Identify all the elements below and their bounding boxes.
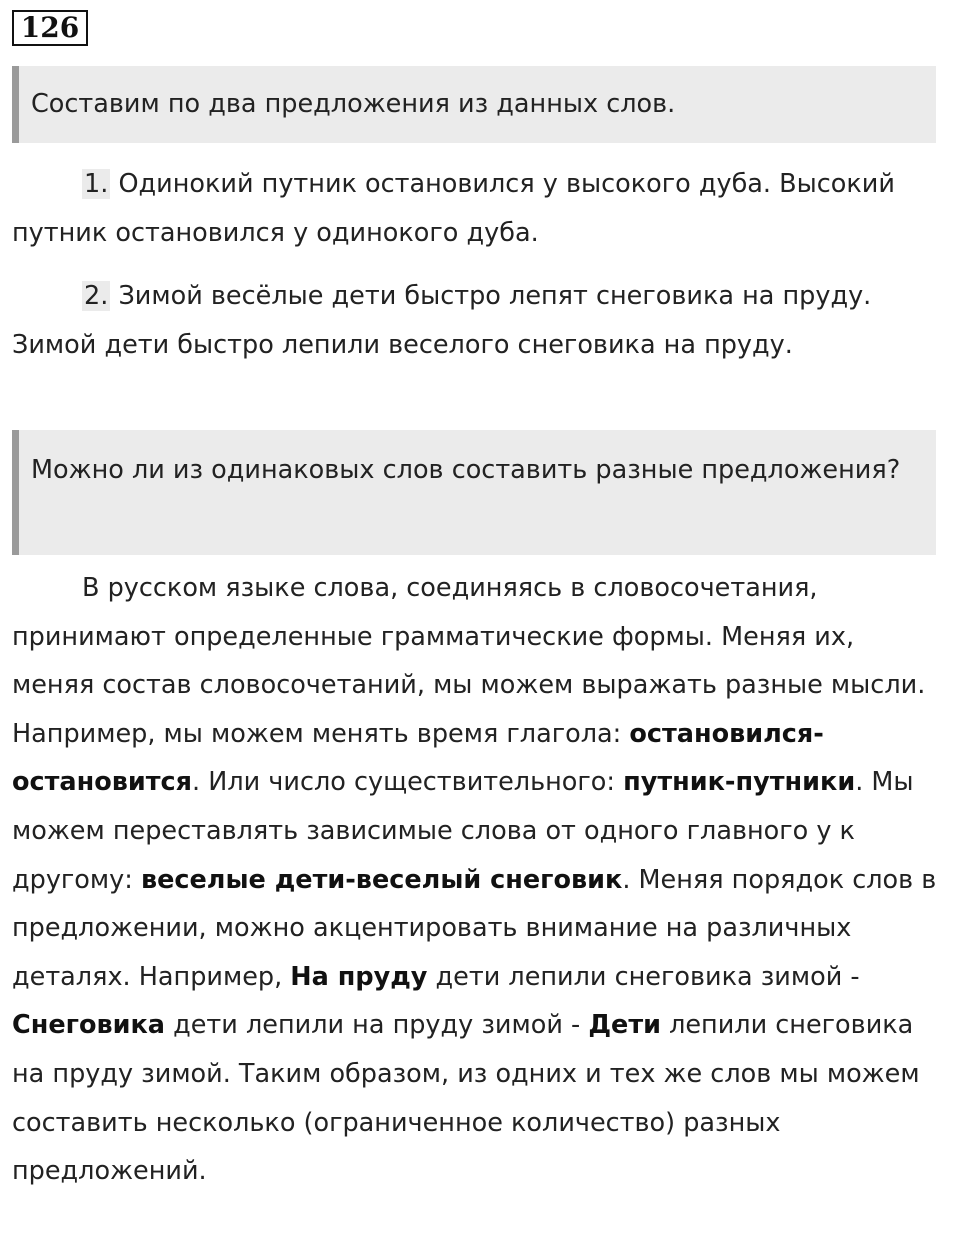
bold-example-dependent-words: веселые дети-веселый снеговик [140,864,623,895]
explanation-text: . Мы можем переставлять зависимые слова от одного главного у к другому: [12,767,914,895]
explanation-paragraph [12,564,942,1196]
answer-number-marker: 2. [84,281,109,311]
bold-example-verb-tense: остановился-остановится [12,718,824,798]
task-prompt [12,66,936,143]
answer-text: Зимой весёлые дети быстро лепят снеговика на пруду. Зимой дети быстро лепили веселого снеговика на пруду. [12,281,872,360]
explanation-text: дети лепили снеговика зимой - [427,961,860,992]
question-prompt [12,430,936,555]
question-prompt-text: Можно ли из одинаковых слов составить разные предложения? [31,455,901,485]
answer-item-2 [12,272,942,370]
answer-item-1 [12,160,942,258]
explanation-text: В русском языке слова, соединяясь в словосочетания, принимают определенные грамматические формы. Меняя их, меняя состав словосочетаний, мы можем выражать разные мысли. Например, мы можем менять время глагола: [12,573,926,749]
bold-example-snowman: Снеговика [12,1010,165,1041]
explanation-text: . Меняя порядок слов в предложении, можно акцентировать внимание на различных деталях. Например, [12,864,937,992]
bold-example-on-pond: На пруду [290,961,428,992]
answer-text: Одинокий путник остановился у высокого дуба. Высокий путник остановился у одинокого дуба. [12,169,895,248]
task-prompt-text: Составим по два предложения из данных слов. [31,89,676,119]
task-number-badge: 126 [12,10,88,46]
bold-example-noun-number: путник-путники [623,767,856,798]
answer-number-marker: 1. [84,169,109,199]
explanation-text: лепили снеговика на пруду зимой. Таким образом, из одних и тех же слов мы можем составить несколько (ограниченное количество) разных предложений. [12,1010,920,1187]
bold-example-children: Дети [588,1010,661,1041]
explanation-text: дети лепили на пруду зимой - [165,1010,589,1041]
explanation-text: . Или число существительного: [192,767,624,798]
